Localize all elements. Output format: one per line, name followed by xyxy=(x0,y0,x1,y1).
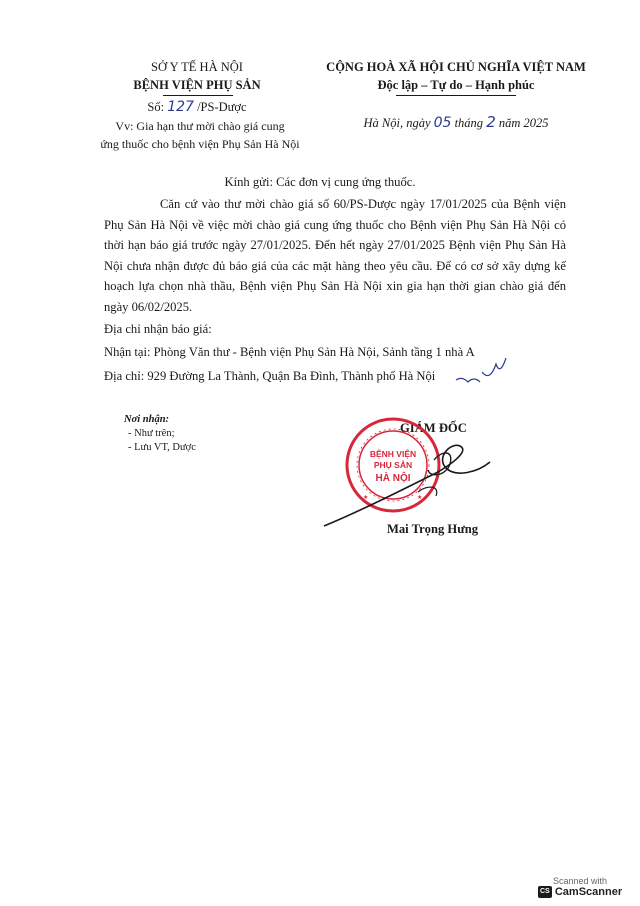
document-number xyxy=(96,98,298,116)
ministry-name: SỞ Y TẾ HÀ NỘI xyxy=(151,60,243,74)
subject-line-1: Vv: Gia hạn thư mời chào giá cung xyxy=(115,119,285,133)
hospital-name: BỆNH VIỆN PHỤ SẢN xyxy=(133,78,261,92)
national-motto: Độc lập – Tự do – Hạnh phúc xyxy=(377,78,535,92)
watermark-brand: CamScanner xyxy=(554,886,623,898)
stamp-line-1: BỆNH VIỆN xyxy=(369,449,417,459)
svg-text:★: ★ xyxy=(417,495,423,501)
recipients-title: Nơi nhận: xyxy=(124,414,170,425)
camscanner-logo-icon: CS xyxy=(538,886,552,898)
number-prefix: Số: xyxy=(147,100,165,114)
date-place: Hà Nội, ngày xyxy=(363,116,431,130)
address-line: Địa chỉ: 929 Đường La Thành, Quận Ba Đình, Thành phố Hà Nội xyxy=(104,369,436,383)
recipients-block xyxy=(124,413,196,455)
signer-name: Mai Trọng Hưng xyxy=(387,522,479,536)
date-year: năm 2025 xyxy=(498,116,549,130)
number-handwritten: 127 xyxy=(167,99,194,115)
national-header xyxy=(318,58,594,94)
receive-location: Nhận tại: Phòng Văn thư - Bệnh viện Phụ Sản Hà Nội, Sảnh tầng 1 nhà A xyxy=(104,345,475,359)
hospital-underline xyxy=(163,95,233,96)
date-day-handwritten: 05 xyxy=(433,115,452,131)
stamp-line-2: PHỤ SẢN xyxy=(373,460,413,470)
date-month-label: tháng xyxy=(454,116,484,130)
motto-underline xyxy=(396,95,516,96)
recipient-item: - Như trên; xyxy=(128,428,175,439)
number-suffix: /PS-Dược xyxy=(197,100,247,114)
recipient-item: - Lưu VT, Dược xyxy=(128,442,196,453)
body-paragraph: Căn cứ vào thư mời chào giá số 60/PS-Dược ngày 17/01/2025 của Bệnh viện Phụ Sản Hà Nội về việc mời chào giá cung ứng thuốc cho Bệnh viện Phụ Sản Hà Nội có thời hạn báo giá trước ngày 27/01/2025. Đến hết ngày 27/01/2025 Bệnh viện Phụ Sản Hà Nội chưa nhận được đủ báo giá của các mặt hàng theo yêu cầu. Để có cơ sở xây dựng kế hoạch lựa chọn nhà thầu, Bệnh viện Phụ Sản Hà Nội xin gia hạn thời gian chào giá đến ngày 06/02/2025. xyxy=(104,197,566,314)
date-line xyxy=(318,113,594,132)
stamp-line-3: HÀ NỘI xyxy=(375,473,411,484)
subject-line-2: ứng thuốc cho bệnh viện Phụ Sản Hà Nội xyxy=(100,137,300,151)
recipient-line: Kính gửi: Các đơn vị cung ứng thuốc. xyxy=(224,175,416,189)
issuer-block xyxy=(96,58,298,94)
handwritten-signature xyxy=(318,432,498,532)
initials-scribble xyxy=(452,358,512,386)
address-intro: Địa chỉ nhận báo giá: xyxy=(104,322,212,336)
svg-text:★: ★ xyxy=(363,495,369,501)
nation-name: CỘNG HOÀ XÃ HỘI CHỦ NGHĨA VIỆT NAM xyxy=(326,60,586,74)
signer-title: GIÁM ĐỐC xyxy=(400,421,467,435)
camscanner-watermark xyxy=(534,876,626,898)
date-month-handwritten: 2 xyxy=(486,113,496,131)
watermark-top-text: Scanned with xyxy=(552,876,608,886)
subject-block xyxy=(88,117,312,153)
